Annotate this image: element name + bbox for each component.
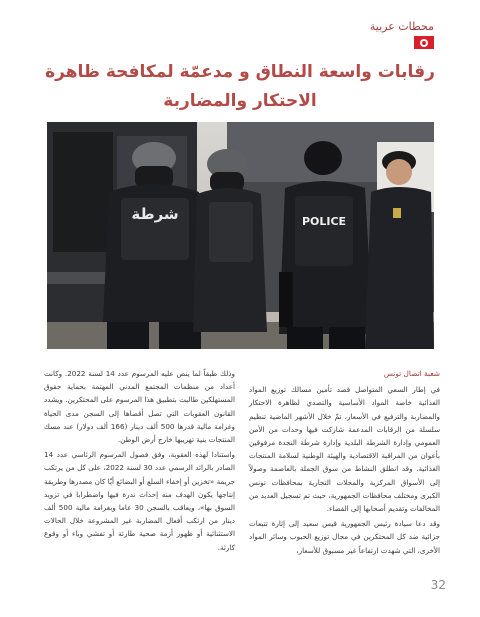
article-title-line-2: الاحتكار والمضاربة <box>163 91 317 111</box>
paragraph: واستنادا لهذه العقوبة، وفق فصول المرسوم الرئاسي عدد 14 الصادر بالرائد الرسمي عدد 30 لسنة 2022، على كل من يرتكب جريمة «تخزين أو إخفاء السلع أو البضائع أيّا كان مصدرها وطريقة إنتاجها يكون الهدف منه إحداث ندرة فيها واضطرابا في تزويد السوق بها»، ويعاقب بالسجن 30 عاما وبغرامة مالية 500 ألف دينار من ارتكب أفعال المضاربة غير المشروعة خلال الحالات الاستثنائية أو ظهور أزمة صحية طارئة أو تفشي وباء أو وقوع كارثة. <box>44 450 235 552</box>
article-column-right <box>249 367 440 559</box>
tunisia-flag-icon <box>414 36 434 49</box>
article-title-line-1: رقابات واسعة النطاق و مدعمّة لمكافحة ظاهرة <box>45 62 435 82</box>
article-title <box>40 58 440 116</box>
byline: شعبة اتصال تونس <box>383 369 440 378</box>
page-number: 32 <box>430 578 446 592</box>
vest-label-latin: POLICE <box>301 215 347 228</box>
vest-label-arabic: شرطة <box>131 205 179 223</box>
police-officers-illustration <box>47 122 434 349</box>
paragraph: في إطار السعي المتواصل قصد تأمين مسالك توزيع المواد الغذائية خاصة المواد الأساسية والتصدي لظاهرة الاحتكار والمضاربة والترفيع في الأسعار، تمّ خلال الأشهر الماضية تنظيم سلسلة من الرقابات المدعمة شاركت فيها وحدات من الأمن العمومي وإدارة الشرطة البلدية وإدارة شرطة النجدة مرفوقين بأعوان من المراقبة الاقتصادية والهيئة الوطنية لسلامة المنتجات الغذائية. وقد انطلق النشاط من سوق الجملة بالعاصمة وصولاً إلى الأسواق المركزية والمحلات التجارية بمحافظات تونس الكبرى ومختلف محافظات الجمهورية، حيث تم تسجيل العديد من المخالفات وتقديم أصحابها إلى القضاء. <box>249 385 440 514</box>
paragraph: وقد دعا سيادة رئيس الجمهورية قيس سعيد إلى إثارة تتبعات جزائية ضد كل المحتكرين في مجال توزيع الحبوب وسائر المواد الأخرى، التي شهدت ارتفاعاً غير مسبوق للأسعار، <box>249 519 440 555</box>
article-column-left <box>44 367 235 556</box>
article-photo <box>47 122 434 349</box>
paragraph: وذلك طبقاً لما ينص عليه المرسوم عدد 14 لسنة 2022. وكانت أعداد من منظمات المجتمع المدني المهتمة بحماية حقوق المستهلكين طالبت بتطبيق هذا المرسوم على المحتكرين. ويشدد القانون العقوبات التي تصل أقصاها إلى السجن مدى الحياة وغرامة مالية قدرها 500 ألف دينار (166 ألف دولار) عند مسك المنتجات بنية تهريبها خارج أرض الوطن. <box>44 369 235 445</box>
section-label: محطات عربية <box>369 20 434 33</box>
